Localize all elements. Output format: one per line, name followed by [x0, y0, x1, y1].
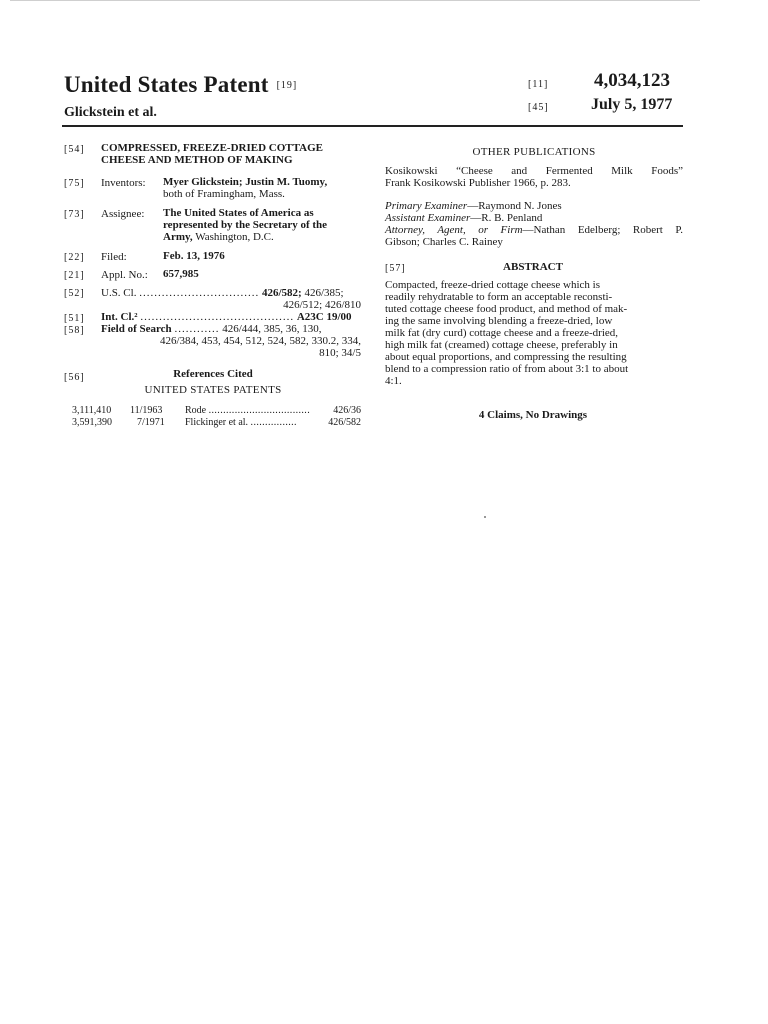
- abstract-line: high milk fat (creamed) cottage cheese, preferably in: [385, 339, 618, 351]
- assignee-line-3: [163, 231, 274, 243]
- uscl-line-2: 426/512; 426/810: [283, 299, 361, 311]
- other-publications-heading: OTHER PUBLICATIONS: [472, 146, 596, 158]
- invention-title-line-1: COMPRESSED, FREEZE-DRIED COTTAGE: [101, 142, 323, 154]
- attorney: [385, 224, 683, 236]
- field-code-abstract: [57]: [385, 263, 406, 274]
- intcl-label: Int. Cl.²: [101, 311, 138, 323]
- reference-name: Flickinger et al.: [185, 417, 249, 428]
- reference-date: 7/1971: [137, 417, 165, 428]
- reference-date: 11/1963: [130, 405, 163, 416]
- search-value-1: 426/444, 385, 36, 130,: [222, 323, 322, 335]
- reference-row: [72, 417, 112, 429]
- abstract-heading: ABSTRACT: [503, 261, 563, 273]
- field-code-intcl: [51]: [64, 313, 85, 324]
- appl-label: Appl. No.:: [101, 269, 148, 281]
- appl-value: 657,985: [163, 268, 199, 280]
- abstract-line: about equal proportions, and compressing the resulting: [385, 351, 627, 363]
- reference-name-and-leader: [185, 405, 310, 417]
- claims-summary: 4 Claims, No Drawings: [478, 409, 588, 421]
- attorney-name: —Nathan Edelberg; Robert P.: [522, 224, 683, 236]
- field-code-assignee: [73]: [64, 209, 85, 220]
- document-title: [64, 72, 297, 98]
- uscl-label: U.S. Cl.: [101, 287, 137, 299]
- reference-number: 3,591,390: [72, 417, 112, 428]
- reference-class: 426/582: [328, 417, 361, 428]
- authors: Glickstein et al.: [64, 105, 157, 120]
- reference-leader: ................: [250, 417, 297, 428]
- filed-value: Feb. 13, 1976: [163, 250, 225, 262]
- field-code-inventors: [75]: [64, 178, 85, 189]
- reference-name-and-leader: [185, 417, 297, 429]
- field-code-filed: [22]: [64, 252, 85, 263]
- assistant-examiner-label: Assistant Examiner: [385, 212, 471, 224]
- patent-date: July 5, 1977: [591, 96, 673, 113]
- abstract-line: blend to a compression ratio of from about 3:1 to about: [385, 363, 629, 375]
- assignee-line-1: The United States of America as: [163, 207, 314, 219]
- other-publications-line-2: Frank Kosikowski Publisher 1966, p. 283.: [385, 177, 571, 189]
- intcl-line: [101, 311, 352, 323]
- field-code-appl: [21]: [64, 270, 85, 281]
- search-line-1: [101, 323, 322, 335]
- patent-number: 4,034,123: [594, 70, 670, 91]
- inventors-line-2: both of Framingham, Mass.: [163, 188, 285, 200]
- attorney-line-2: Gibson; Charles C. Rainey: [385, 236, 503, 248]
- abstract-line: tuted cottage cheese food product, and method of mak-: [385, 303, 628, 315]
- attorney-label: Attorney, Agent, or Firm: [385, 224, 523, 236]
- primary-examiner-name: —Raymond N. Jones: [467, 200, 562, 212]
- patent-date-code: [45]: [528, 102, 549, 113]
- other-publications-line-1: Kosikowski “Cheese and Fermented Milk Foods”: [385, 165, 683, 177]
- field-code-uscl: [52]: [64, 288, 85, 299]
- abstract-line: milk fat (dry curd) cottage cheese and a freeze-dried,: [385, 327, 619, 339]
- intcl-value: A23C 19/00: [296, 311, 352, 323]
- primary-examiner: [385, 200, 562, 212]
- references-heading: References Cited: [173, 368, 253, 380]
- reference-class: 426/36: [333, 405, 361, 416]
- inventors-label: Inventors:: [101, 177, 146, 189]
- uscl-value-rest: 426/385;: [304, 287, 344, 299]
- field-code-title: [54]: [64, 144, 85, 155]
- assignee-line-2: represented by the Secretary of the: [163, 219, 328, 231]
- uscl-value-bold: 426/582;: [261, 287, 302, 299]
- inventors-line-1: Myer Glickstein; Justin M. Tuomy,: [163, 176, 328, 188]
- assignee-label: Assignee:: [101, 208, 145, 220]
- filed-label: Filed:: [101, 251, 127, 263]
- search-label: Field of Search: [101, 323, 172, 335]
- abstract-line: 4:1.: [385, 375, 402, 387]
- abstract-line: Compacted, freeze-dried cottage cheese which is: [385, 279, 601, 291]
- abstract-line: readily rehydratable to form an acceptable reconsti-: [385, 291, 613, 303]
- search-line-2: 426/384, 453, 454, 512, 524, 582, 330.2, 334,: [159, 335, 361, 347]
- search-line-3: 810; 34/5: [319, 347, 361, 359]
- reference-name: Rode: [185, 405, 207, 416]
- assistant-examiner-name: —R. B. Penland: [470, 212, 543, 224]
- references-subheading: UNITED STATES PATENTS: [144, 384, 282, 396]
- uscl-leader: ................................: [139, 287, 260, 299]
- search-leader: ............: [174, 323, 220, 335]
- reference-row: [72, 405, 111, 417]
- assignee-line-3-bold: Army,: [163, 231, 193, 243]
- uscl-line-1: [101, 287, 344, 299]
- reference-number: 3,111,410: [72, 405, 112, 416]
- patent-number-code: [11]: [528, 79, 549, 90]
- assistant-examiner: [385, 212, 542, 224]
- document-title-code: [19]: [276, 80, 298, 91]
- abstract-line: ing the same involving blending a freeze-dried, low: [385, 315, 613, 327]
- invention-title-line-2: CHEESE AND METHOD OF MAKING: [101, 154, 293, 166]
- primary-examiner-label: Primary Examiner: [385, 200, 468, 212]
- scan-speck: [484, 516, 486, 518]
- field-code-references: [56]: [64, 372, 85, 383]
- scan-edge-line: [10, 0, 700, 1]
- assignee-line-3-rest: Washington, D.C.: [195, 231, 274, 243]
- reference-leader: ...................................: [208, 405, 311, 416]
- intcl-leader: .........................................: [140, 311, 295, 323]
- header-rule: [62, 125, 683, 127]
- document-title-text: United States Patent: [64, 72, 269, 97]
- field-code-search: [58]: [64, 325, 85, 336]
